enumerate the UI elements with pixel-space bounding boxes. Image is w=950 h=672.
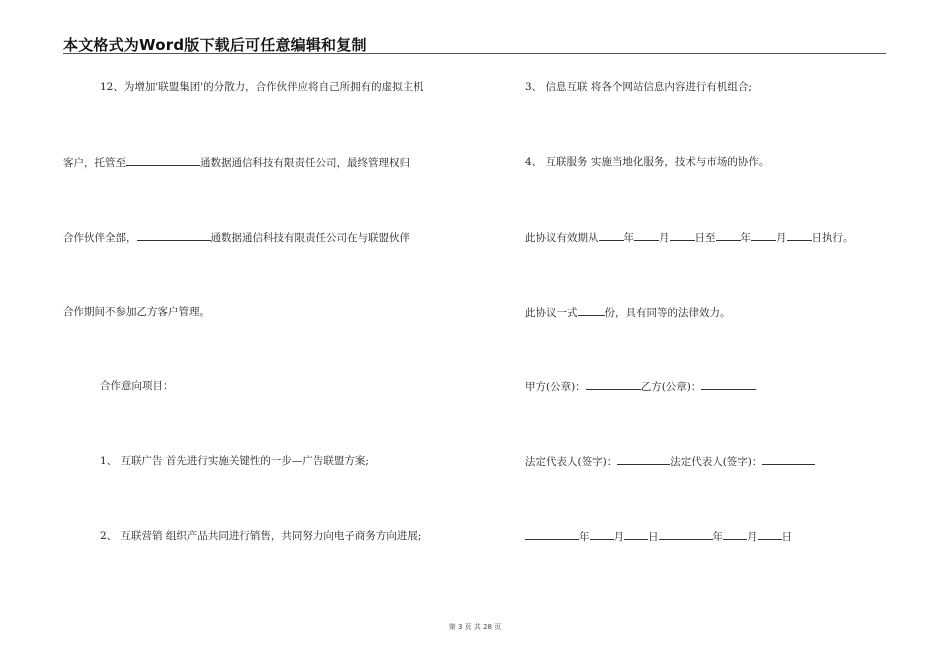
left-column [63, 0, 483, 600]
party-a-seal-blank[interactable] [586, 379, 641, 390]
date-b-day-blank[interactable] [758, 529, 782, 540]
date-b-month-blank[interactable] [723, 529, 747, 540]
signing-date-line [525, 529, 792, 544]
validity-day-2: 日执行。 [811, 232, 854, 244]
copies-suffix: 份，具有同等的法律效力。 [604, 307, 731, 319]
date-b-year-blank[interactable] [659, 529, 713, 540]
validity-line [525, 230, 854, 245]
legal-rep-b-signature-blank[interactable] [762, 454, 815, 465]
copies-count-blank[interactable] [578, 305, 605, 316]
validity-end-day-blank[interactable] [787, 230, 812, 241]
intent-item-2: 2、 互联营销 组织产品共同进行销售，共同努力向电子商务方向进展; [100, 530, 422, 542]
legal-rep-b-label: 法定代表人(签字)： [670, 456, 763, 468]
validity-end-year-blank[interactable] [716, 230, 741, 241]
party-b-seal-blank[interactable] [701, 379, 756, 390]
intent-item-1: 1、 互联广告 首先进行实施关键性的一步—广告联盟方案; [100, 455, 369, 467]
legal-rep-line [525, 454, 815, 469]
date-b-year: 年 [712, 531, 723, 543]
intent-title: 合作意向项目： [100, 380, 174, 392]
validity-year-2: 年 [740, 232, 751, 244]
copies-prefix: 此协议一式 [525, 307, 578, 319]
copies-line [525, 305, 731, 320]
intent-item-3: 3、 信息互联 将各个网站信息内容进行有机组合; [525, 81, 752, 93]
date-a-day-blank[interactable] [624, 529, 648, 540]
clause-12-line-4: 合作期间不参加乙方客户管理。 [63, 306, 210, 318]
date-a-year: 年 [579, 531, 590, 543]
party-a-seal-label: 甲方(公章)： [525, 381, 586, 393]
document-header-title: 本文格式为Word版下载后可任意编辑和复制 [63, 36, 367, 54]
validity-month-1: 月 [659, 232, 670, 244]
clause-12-line-2-start: 客户，托管至 [63, 157, 126, 169]
right-column [525, 0, 885, 600]
validity-prefix: 此协议有效期从 [525, 232, 599, 244]
page-number-footer: 第 3 页 共 28 页 [448, 623, 502, 631]
clause-12-line-2-end: 通数据通信科技有限责任公司，最终管理权归 [200, 157, 410, 169]
validity-start-year-blank[interactable] [599, 230, 624, 241]
clause-12-line-3-end: 通数据通信科技有限责任公司在与联盟伙伴 [210, 232, 410, 244]
clause-12-line-3 [63, 230, 410, 245]
clause-12-line-1: 12、为增加'联盟集团'的分散力，合作伙伴应将自己所拥有的虚拟主机 [100, 81, 424, 93]
legal-rep-a-signature-blank[interactable] [617, 454, 670, 465]
date-b-day: 日 [781, 531, 792, 543]
company-name-blank-2[interactable] [137, 230, 211, 241]
date-a-year-blank[interactable] [525, 529, 579, 540]
date-a-month: 月 [613, 531, 624, 543]
validity-year-1: 年 [623, 232, 634, 244]
company-name-blank-1[interactable] [126, 155, 200, 166]
validity-end-month-blank[interactable] [751, 230, 776, 241]
party-seal-line [525, 379, 756, 394]
party-b-seal-label: 乙方(公章)： [640, 381, 702, 393]
clause-12-line-2 [63, 155, 410, 170]
date-a-day: 日 [648, 531, 659, 543]
date-b-month: 月 [747, 531, 758, 543]
intent-item-4: 4、 互联服务 实施当地化服务，技术与市场的协作。 [525, 156, 770, 168]
clause-12-line-3-start: 合作伙伴全部， [63, 232, 137, 244]
validity-start-month-blank[interactable] [634, 230, 659, 241]
legal-rep-a-label: 法定代表人(签字)： [525, 456, 618, 468]
validity-month-2: 月 [776, 232, 787, 244]
validity-start-day-blank[interactable] [670, 230, 695, 241]
validity-day-1: 日至 [694, 232, 716, 244]
date-a-month-blank[interactable] [590, 529, 614, 540]
